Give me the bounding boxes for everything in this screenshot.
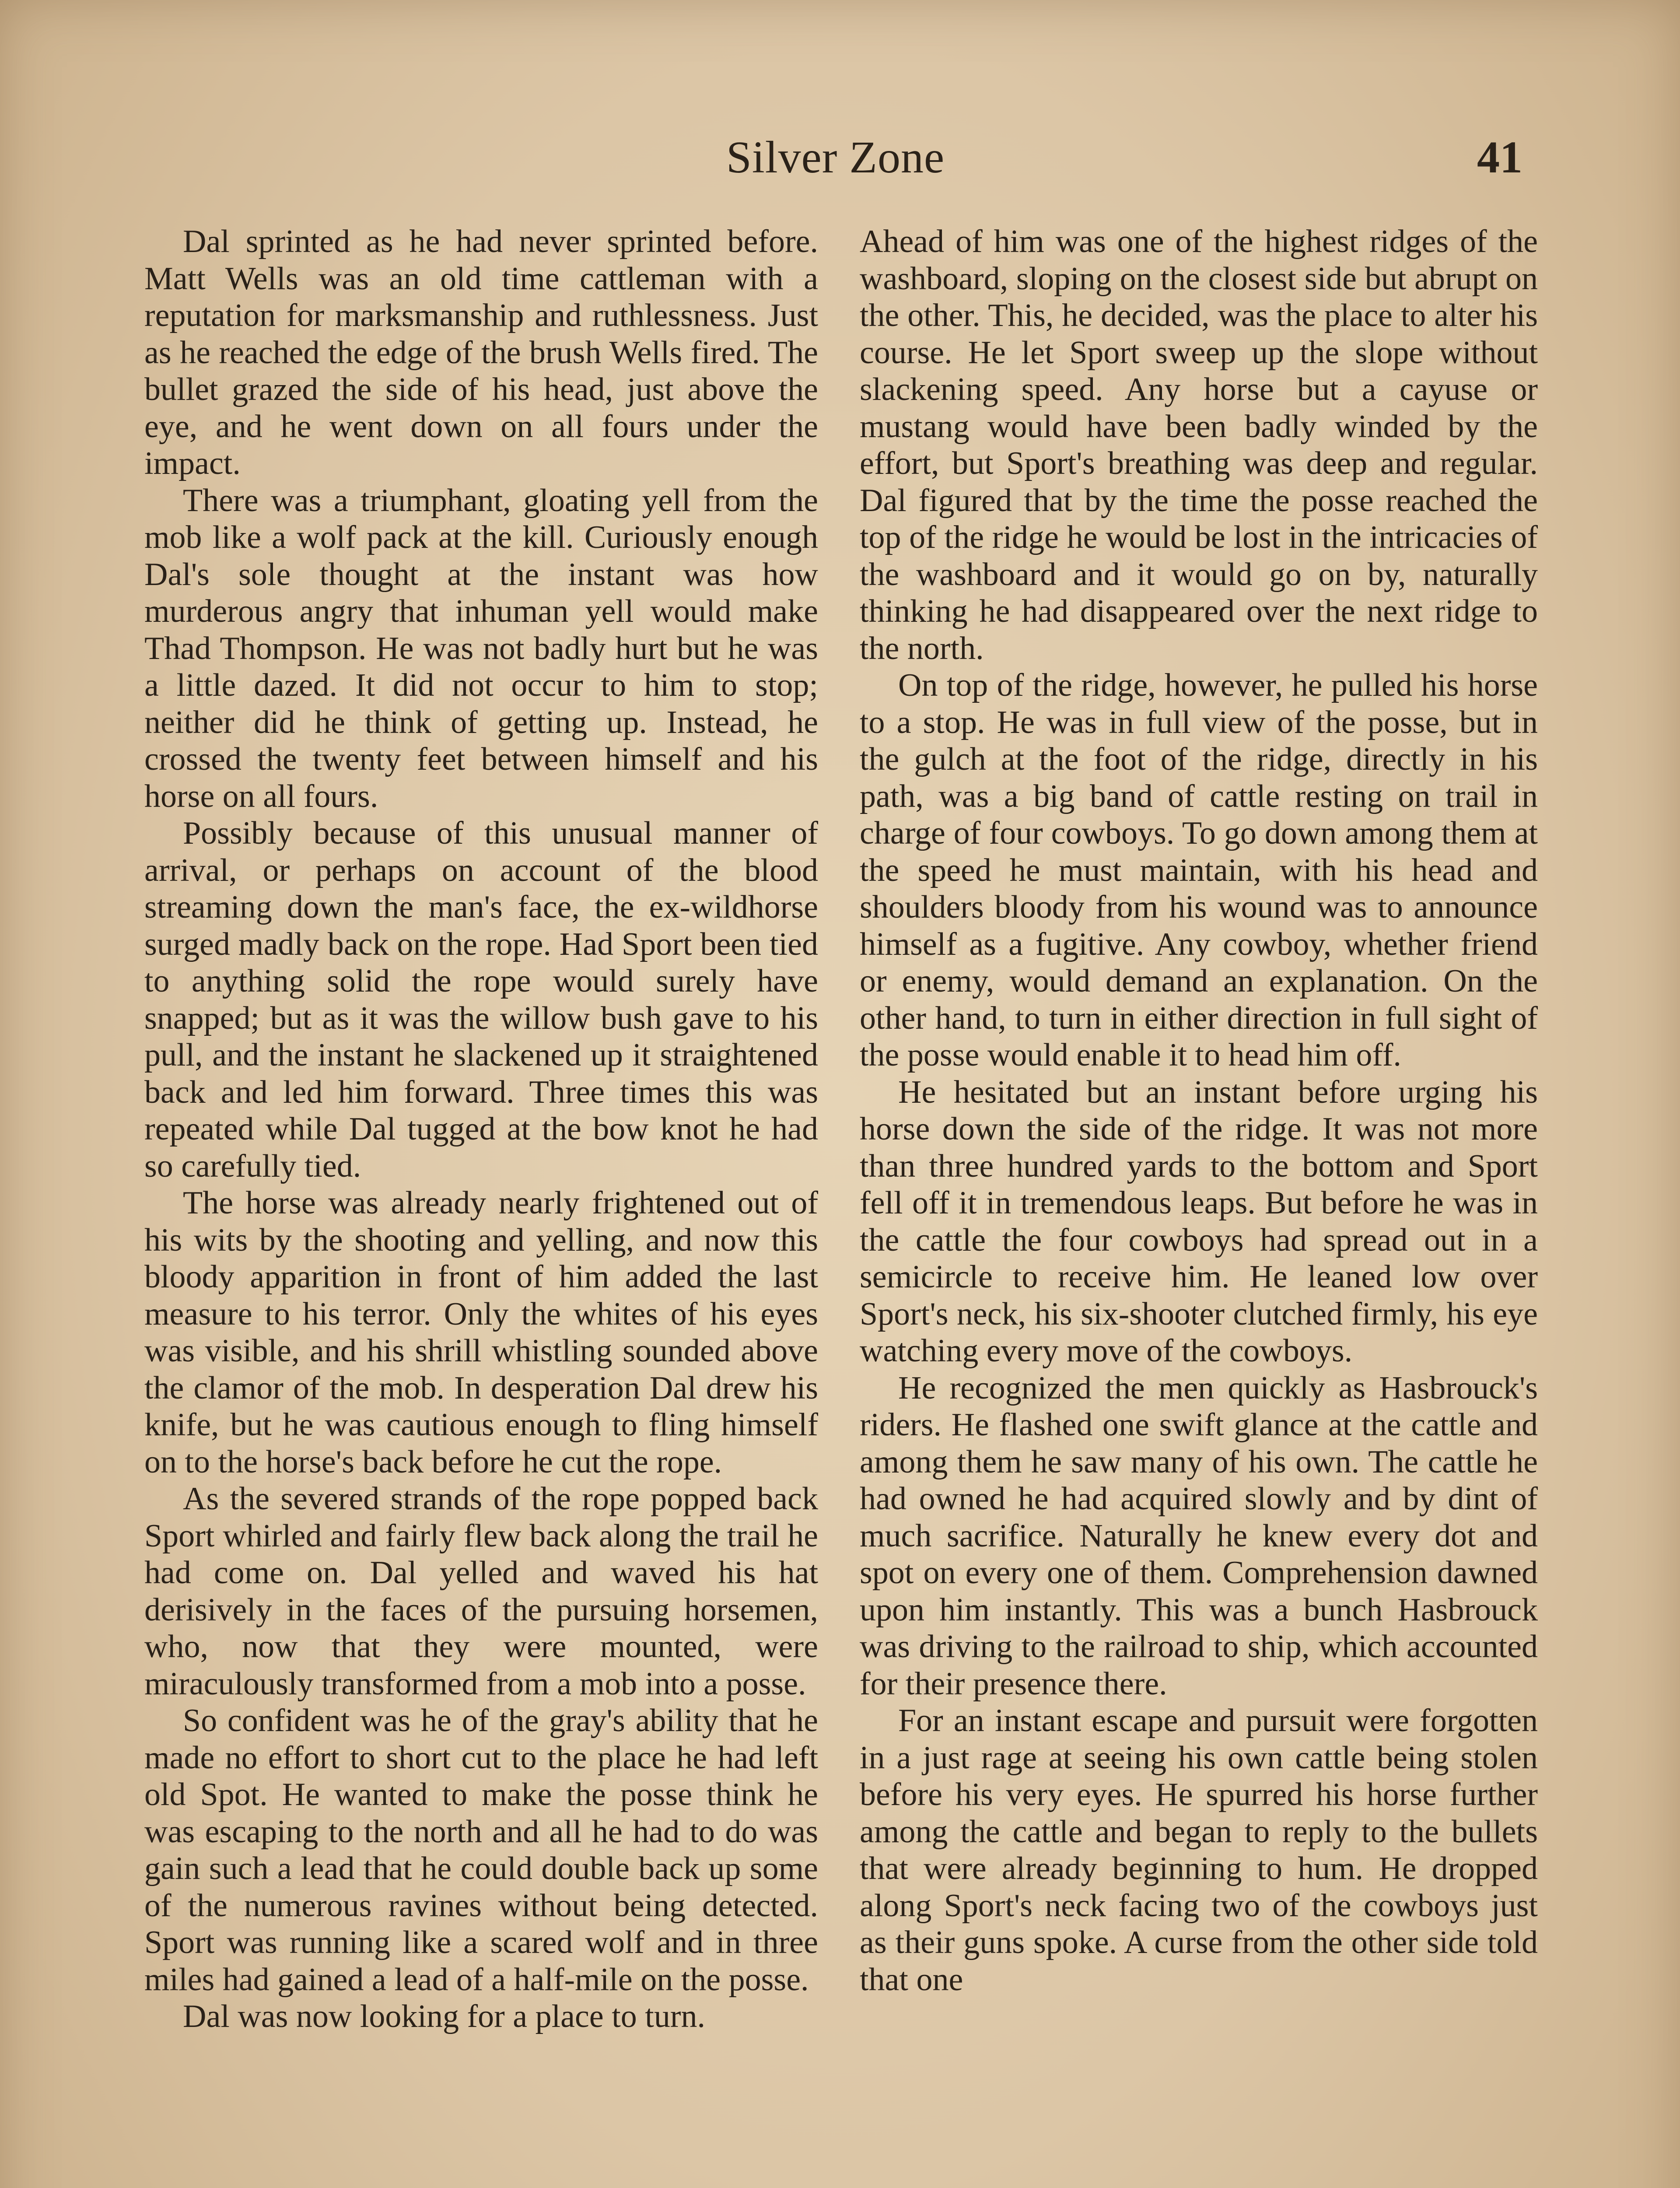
paragraph: Dal was now looking for a place to turn.	[183, 1999, 705, 2034]
paragraph: On top of the ridge, however, he pulled his horse to a stop. He was in full view of the posse, but in the gulch at the foot of the ridge, directly in his path, was a big band of cattle resting on trail in charge of four cowboys. To go down among them at the speed he must maintain, with his head and shoulders bloody from his wound was to announce himself as a fugitive. Any cowboy, whether friend or enemy, would demand an explanation. On the other hand, to turn in either direction in full sight of the posse would enable it to head him off.	[860, 667, 1538, 1073]
paragraph: For an instant escape and pursuit were forgotten in a just rage at seeing his own cattle being stolen before his very eyes. He spurred his horse further among the cattle and began to reply to the bullets that were already beginning to hum. He dropped along Sport's neck facing two of the cowboys just as their guns spoke. A curse from the other side told that one	[860, 1703, 1538, 1998]
paragraph: As the severed strands of the rope popped back Sport whirled and fairly flew back along the trail he had come on. Dal yelled and waved his hat derisively in the faces of the pursuing horsemen, who, now that they were mounted, were miraculously transformed from a mob into a posse.	[144, 1481, 818, 1702]
running-title: Silver Zone	[726, 132, 945, 182]
paragraph: So confident was he of the gray's ability that he made no effort to short cut to the place he had left old Spot. He wanted to make the posse think he was escaping to the north and all he had to do was gain such a lead that he could double back up some of the numerous ravines without being detected. Sport was running like a scared wolf and in three miles had gained a lead of a half-mile on the posse.	[144, 1703, 818, 1998]
paragraph: Possibly because of this unusual manner of arrival, or perhaps on account of the blood streaming down the man's face, the ex-wildhorse surged madly back on the rope. Had Sport been tied to anything solid the rope would surely have snapped; but as it was the willow bush gave to his pull, and the instant he slackened up it straightened back and led him forward. Three times this was repeated while Dal tugged at the bow knot he had so carefully tied.	[144, 815, 818, 1184]
paragraph: The horse was already nearly frightened out of his wits by the shooting and yelling, and now this bloody apparition in front of him added the last measure to his terror. Only the whites of his eyes was visible, and his shrill whistling sounded above the clamor of the mob. In desperation Dal drew his knife, but he was cautious enough to fling himself on to the horse's back before he cut the rope.	[144, 1185, 818, 1480]
paragraph: He recognized the men quickly as Hasbrouck's riders. He flashed one swift glance at the cattle and among them he saw many of his own. The cattle he had owned he had acquired slowly and by dint of much sacrifice. Naturally he knew every dot and spot on every one of them. Comprehension dawned upon him instantly. This was a bunch Hasbrouck was driving to the railroad to ship, which accounted for their presence there.	[860, 1370, 1538, 1702]
paragraph: Ahead of him was one of the highest ridges of the washboard, sloping on the closest side but abrupt on the other. This, he decided, was the place to alter his course. He let Sport sweep up the slope without slackening speed. Any horse but a cayuse or mustang would have been badly winded by the effort, but Sport's breathing was deep and regular. Dal figured that by the time the posse reached the top of the ridge he would be lost in the intricacies of the washboard and it would go on by, naturally thinking he had disappeared over the next ridge to the north.	[860, 224, 1538, 666]
right-column	[860, 223, 1538, 2188]
page-header	[0, 127, 1680, 188]
paragraph: Dal sprinted as he had never sprinted before. Matt Wells was an old time cattleman with a reputation for marksmanship and ruthlessness. Just as he reached the edge of the brush Wells fired. The bullet grazed the side of his head, just above the eye, and he went down on all fours under the impact.	[144, 224, 818, 481]
left-column	[144, 223, 818, 2188]
paragraph: There was a triumphant, gloating yell from the mob like a wolf pack at the kill. Curiously enough Dal's sole thought at the instant was how murderous angry that inhuman yell would make Thad Thompson. He was not badly hurt but he was a little dazed. It did not occur to him to stop; neither did he think of getting up. Instead, he crossed the twenty feet between himself and his horse on all fours.	[144, 482, 818, 814]
page-number: 41	[1477, 132, 1522, 182]
paragraph: He hesitated but an instant before urging his horse down the side of the ridge. It was not more than three hundred yards to the bottom and Sport fell off it in tremendous leaps. But before he was in the cattle the four cowboys had spread out in a semicircle to receive him. He leaned low over Sport's neck, his six-shooter clutched firmly, his eye watching every move of the cowboys.	[860, 1074, 1538, 1369]
